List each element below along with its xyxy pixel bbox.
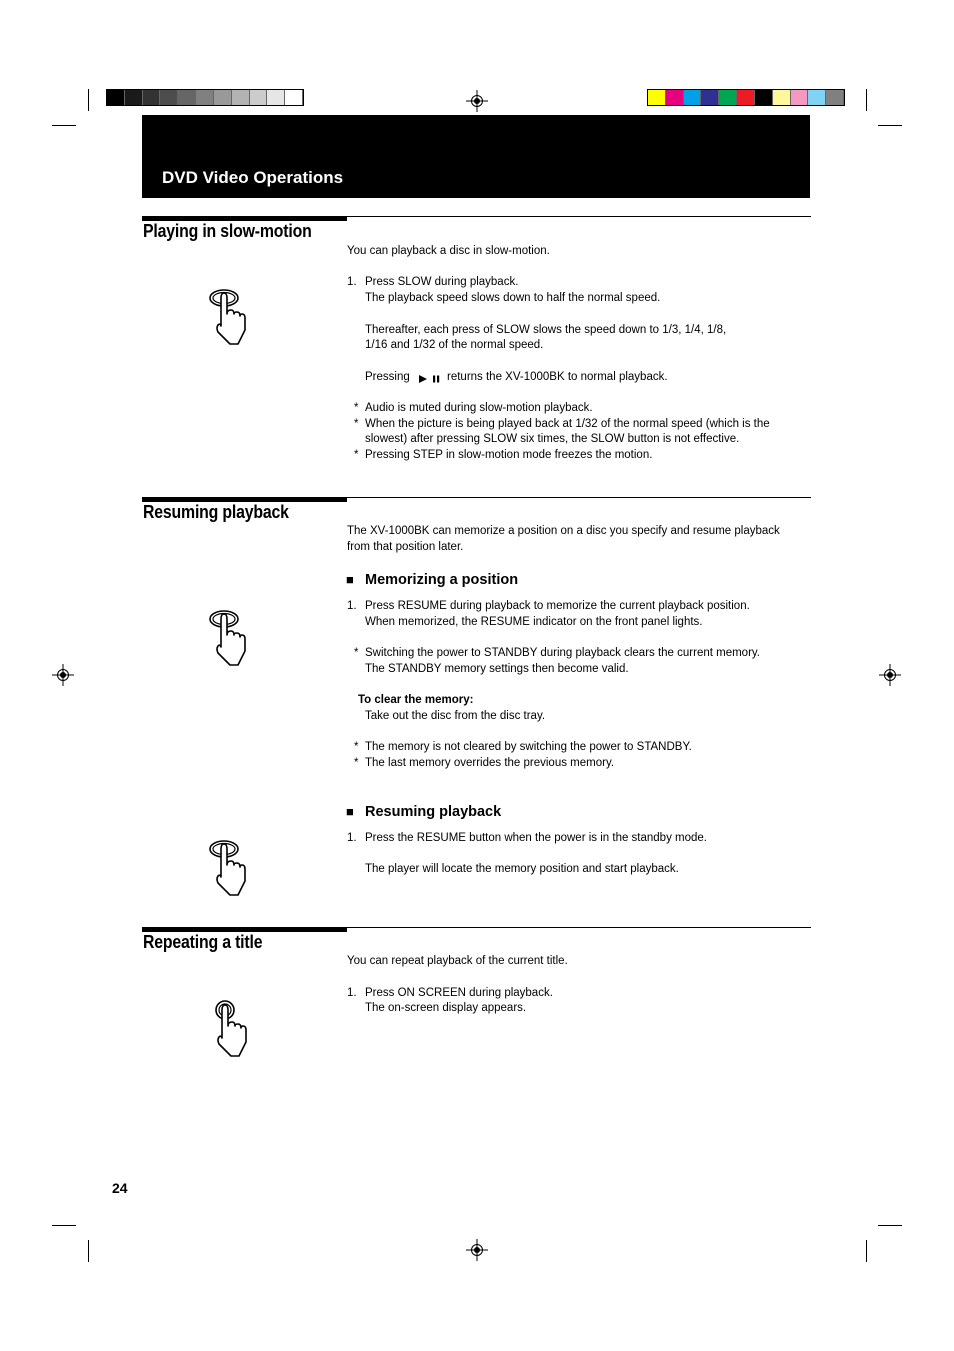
note-bullet: * bbox=[354, 449, 359, 461]
page-title: DVD Video Operations bbox=[162, 168, 344, 187]
crop-mark bbox=[52, 125, 76, 126]
color-swatch bbox=[684, 90, 702, 105]
slow-note: Pressing STEP in slow-motion mode freezes the motion. bbox=[365, 449, 653, 461]
registration-mark-icon bbox=[879, 664, 901, 686]
clear-note: The memory is not cleared by switching the power to STANDBY. bbox=[365, 741, 692, 753]
hand-press-button-icon bbox=[208, 609, 248, 669]
color-calibration-strip bbox=[647, 89, 845, 106]
memorize-note: The STANDBY memory settings then become valid. bbox=[365, 663, 629, 675]
hand-press-round-button-icon bbox=[211, 1000, 251, 1060]
grayscale-calibration-strip bbox=[106, 89, 304, 106]
note-bullet: * bbox=[354, 741, 359, 753]
clear-note: The last memory overrides the previous memory. bbox=[365, 757, 615, 769]
repeat-intro: You can repeat playback of the current title. bbox=[347, 955, 568, 967]
play-pause-icon bbox=[418, 374, 444, 384]
page-number: 24 bbox=[112, 1180, 128, 1196]
clear-memory-heading: To clear the memory: bbox=[358, 694, 474, 706]
slow-step-1-detail: The playback speed slows down to half the normal speed. bbox=[365, 292, 661, 304]
note-bullet: * bbox=[354, 757, 359, 769]
step-number: 1. bbox=[347, 600, 357, 612]
crop-mark bbox=[878, 125, 902, 126]
crop-mark bbox=[878, 1225, 902, 1226]
color-swatch bbox=[666, 90, 684, 105]
memorize-step: When memorized, the RESUME indicator on the front panel lights. bbox=[365, 616, 703, 628]
subheading-resuming: Resuming playback bbox=[365, 804, 502, 820]
gray-swatch bbox=[178, 90, 196, 105]
slow-pressing-text: returns the XV-1000BK to normal playback. bbox=[447, 371, 668, 383]
gray-swatch bbox=[160, 90, 178, 105]
registration-mark-icon bbox=[466, 1239, 488, 1261]
memorize-step: Press RESUME during playback to memorize the current playback position. bbox=[365, 600, 750, 612]
gray-swatch bbox=[267, 90, 285, 105]
registration-mark-icon bbox=[466, 90, 488, 112]
color-swatch bbox=[719, 90, 737, 105]
step-number: 1. bbox=[347, 832, 357, 844]
step-number: 1. bbox=[347, 987, 357, 999]
gray-swatch bbox=[250, 90, 268, 105]
hand-press-button-icon bbox=[208, 288, 248, 348]
color-swatch bbox=[773, 90, 791, 105]
color-swatch bbox=[791, 90, 809, 105]
square-bullet: ■ bbox=[346, 572, 354, 587]
slow-step-1: Press SLOW during playback. bbox=[365, 276, 519, 288]
slow-note: When the picture is being played back at 1/32 of the normal speed (which is the bbox=[365, 418, 770, 430]
gray-swatch bbox=[107, 90, 125, 105]
slow-note: slowest) after pressing SLOW six times, the SLOW button is not effective. bbox=[365, 433, 740, 445]
section-title-slow-motion: Playing in slow-motion bbox=[143, 221, 312, 241]
clear-memory-text: Take out the disc from the disc tray. bbox=[365, 710, 546, 722]
square-bullet: ■ bbox=[346, 804, 354, 819]
hand-press-button-icon bbox=[208, 839, 248, 899]
memorize-note: Switching the power to STANDBY during playback clears the current memory. bbox=[365, 647, 761, 659]
crop-mark bbox=[52, 1225, 76, 1226]
crop-mark bbox=[88, 89, 89, 111]
resume-step: The player will locate the memory position and start playback. bbox=[365, 863, 679, 875]
color-swatch bbox=[701, 90, 719, 105]
step-number: 1. bbox=[347, 276, 357, 288]
gray-swatch bbox=[196, 90, 214, 105]
subheading-memorizing: Memorizing a position bbox=[365, 572, 519, 588]
color-swatch bbox=[808, 90, 826, 105]
registration-mark-icon bbox=[52, 664, 74, 686]
slow-note: Audio is muted during slow-motion playback. bbox=[365, 402, 593, 414]
color-swatch bbox=[737, 90, 755, 105]
resume-step: Press the RESUME button when the power is in the standby mode. bbox=[365, 832, 707, 844]
note-bullet: * bbox=[354, 647, 359, 659]
color-swatch bbox=[648, 90, 666, 105]
note-bullet: * bbox=[354, 402, 359, 414]
note-bullet: * bbox=[354, 418, 359, 430]
section-title-resuming-playback: Resuming playback bbox=[143, 502, 289, 522]
resume-intro: The XV-1000BK can memorize a position on a disc you specify and resume playback bbox=[347, 525, 780, 537]
gray-swatch bbox=[232, 90, 250, 105]
slow-step-1-detail: Thereafter, each press of SLOW slows the speed down to 1/3, 1/4, 1/8, bbox=[365, 324, 727, 336]
gray-swatch bbox=[285, 90, 303, 105]
section-title-repeating-title: Repeating a title bbox=[143, 932, 263, 952]
crop-mark bbox=[88, 1240, 89, 1262]
color-swatch bbox=[826, 90, 844, 105]
gray-swatch bbox=[143, 90, 161, 105]
slow-intro: You can playback a disc in slow-motion. bbox=[347, 245, 550, 257]
crop-mark bbox=[866, 1240, 867, 1262]
repeat-step: Press ON SCREEN during playback. bbox=[365, 987, 553, 999]
gray-swatch bbox=[214, 90, 232, 105]
gray-swatch bbox=[125, 90, 143, 105]
repeat-step: The on-screen display appears. bbox=[365, 1002, 527, 1014]
crop-mark bbox=[866, 89, 867, 111]
slow-step-1-detail: 1/16 and 1/32 of the normal speed. bbox=[365, 339, 544, 351]
slow-pressing-text: Pressing bbox=[365, 371, 410, 383]
color-swatch bbox=[755, 90, 773, 105]
resume-intro: from that position later. bbox=[347, 541, 464, 553]
